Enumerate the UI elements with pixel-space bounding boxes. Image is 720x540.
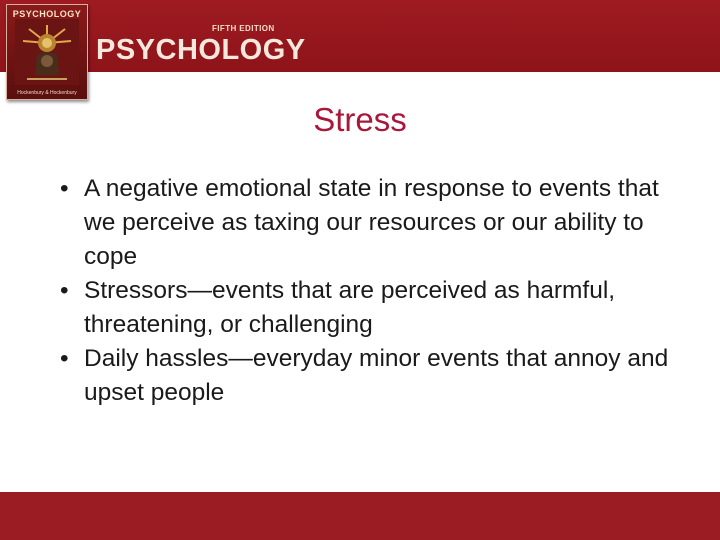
bullet-item [52,274,692,342]
slide-title [0,101,720,139]
bullet-marker: • [60,345,69,372]
book-cover-author: Hockenbury & Hockenbury [17,90,77,96]
brand-title: PSYCHOLOGY [96,34,306,66]
bullet-text: Stressors—events that are perceived as harmful, threatening, or challenging [84,277,616,338]
bullet-text: Daily hassles—everyday minor events that annoy and upset people [84,345,669,406]
book-cover-title: PSYCHOLOGY [12,9,82,19]
book-cover [6,4,88,100]
footer-band [0,492,720,540]
bullet-text: A negative emotional state in response to events that we perceive as taxing our resources or our ability to cope [84,175,659,270]
edition-label: FIFTH EDITION [212,24,275,33]
flower-head-figure-icon [15,19,79,85]
slide-title-text: Stress [313,101,407,138]
bullet-item [52,172,692,274]
bullet-list [52,172,692,410]
bullet-marker: • [60,175,69,202]
bullet-item [52,342,692,410]
bullet-marker: • [60,277,69,304]
